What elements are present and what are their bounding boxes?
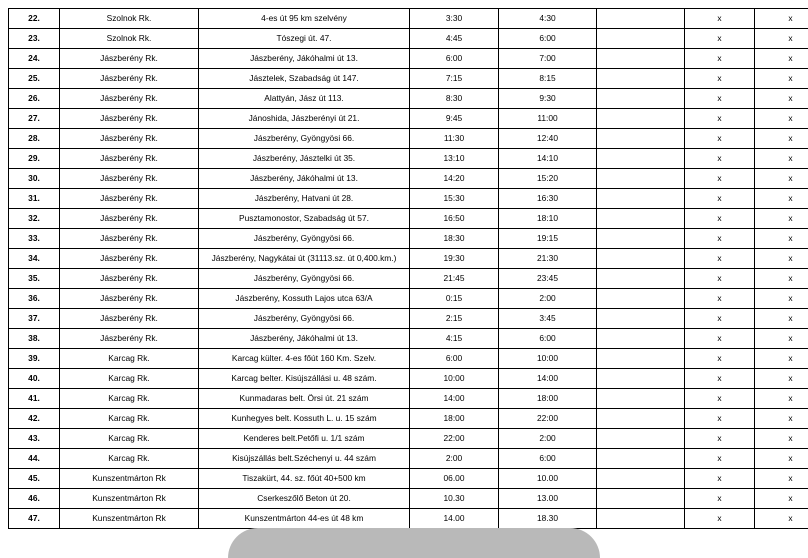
mark-cell: x (755, 489, 808, 509)
empty-cell (597, 249, 685, 269)
office-cell: Jászberény Rk. (60, 249, 199, 269)
row-number: 26. (9, 89, 60, 109)
empty-cell (597, 69, 685, 89)
start-time-cell: 16:50 (410, 209, 499, 229)
mark-cell: x (685, 49, 755, 69)
mark-cell: x (685, 369, 755, 389)
table-body (9, 9, 808, 529)
mark-cell: x (685, 349, 755, 369)
table-row (9, 149, 808, 169)
office-cell: Jászberény Rk. (60, 209, 199, 229)
empty-cell (597, 349, 685, 369)
start-time-cell: 4:15 (410, 329, 499, 349)
row-number: 46. (9, 489, 60, 509)
location-cell: Jásztelek, Szabadság út 147. (199, 69, 410, 89)
office-cell: Jászberény Rk. (60, 89, 199, 109)
empty-cell (597, 229, 685, 249)
mark-cell: x (755, 289, 808, 309)
office-cell: Jászberény Rk. (60, 49, 199, 69)
start-time-cell: 3:30 (410, 9, 499, 29)
mark-cell: x (755, 369, 808, 389)
row-number: 41. (9, 389, 60, 409)
end-time-cell: 6:00 (499, 329, 597, 349)
row-number: 33. (9, 229, 60, 249)
empty-cell (597, 369, 685, 389)
start-time-cell: 06.00 (410, 469, 499, 489)
mark-cell: x (755, 129, 808, 149)
row-number: 39. (9, 349, 60, 369)
mark-cell: x (685, 129, 755, 149)
office-cell: Kunszentmárton Rk (60, 469, 199, 489)
empty-cell (597, 49, 685, 69)
end-time-cell: 14:10 (499, 149, 597, 169)
location-cell: Jászberény, Jákóhalmi út 13. (199, 329, 410, 349)
location-cell: Kunszentmárton 44-es út 48 km (199, 509, 410, 529)
start-time-cell: 18:30 (410, 229, 499, 249)
office-cell: Jászberény Rk. (60, 329, 199, 349)
table-row (9, 469, 808, 489)
mark-cell: x (685, 429, 755, 449)
row-number: 27. (9, 109, 60, 129)
mark-cell: x (685, 29, 755, 49)
end-time-cell: 9:30 (499, 89, 597, 109)
end-time-cell: 3:45 (499, 309, 597, 329)
location-cell: Jászberény, Hatvani út 28. (199, 189, 410, 209)
end-time-cell: 4:30 (499, 9, 597, 29)
office-cell: Karcag Rk. (60, 349, 199, 369)
start-time-cell: 14:00 (410, 389, 499, 409)
empty-cell (597, 209, 685, 229)
end-time-cell: 10.00 (499, 469, 597, 489)
table-row (9, 449, 808, 469)
mark-cell: x (685, 309, 755, 329)
end-time-cell: 6:00 (499, 449, 597, 469)
row-number: 31. (9, 189, 60, 209)
office-cell: Jászberény Rk. (60, 269, 199, 289)
start-time-cell: 2:15 (410, 309, 499, 329)
empty-cell (597, 429, 685, 449)
row-number: 24. (9, 49, 60, 69)
office-cell: Karcag Rk. (60, 409, 199, 429)
table-row (9, 349, 808, 369)
office-cell: Jászberény Rk. (60, 109, 199, 129)
end-time-cell: 18:10 (499, 209, 597, 229)
location-cell: Jászberény, Gyöngyösi 66. (199, 269, 410, 289)
office-cell: Szolnok Rk. (60, 29, 199, 49)
empty-cell (597, 29, 685, 49)
mark-cell: x (685, 449, 755, 469)
empty-cell (597, 309, 685, 329)
location-cell: Kunhegyes belt. Kossuth L. u. 15 szám (199, 409, 410, 429)
start-time-cell: 9:45 (410, 109, 499, 129)
empty-cell (597, 89, 685, 109)
mark-cell: x (755, 89, 808, 109)
office-cell: Kunszentmárton Rk (60, 509, 199, 529)
end-time-cell: 22:00 (499, 409, 597, 429)
location-cell: Karcag belter. Kisújszállási u. 48 szám. (199, 369, 410, 389)
row-number: 38. (9, 329, 60, 349)
end-time-cell: 11:00 (499, 109, 597, 129)
location-cell: Pusztamonostor, Szabadság út 57. (199, 209, 410, 229)
mark-cell: x (755, 329, 808, 349)
mark-cell: x (685, 209, 755, 229)
empty-cell (597, 389, 685, 409)
location-cell: Jászberény, Jákóhalmi út 13. (199, 169, 410, 189)
office-cell: Jászberény Rk. (60, 309, 199, 329)
table-row (9, 409, 808, 429)
mark-cell: x (755, 149, 808, 169)
table-row (9, 49, 808, 69)
mark-cell: x (755, 109, 808, 129)
empty-cell (597, 329, 685, 349)
row-number: 32. (9, 209, 60, 229)
empty-cell (597, 469, 685, 489)
empty-cell (597, 109, 685, 129)
end-time-cell: 19:15 (499, 229, 597, 249)
location-cell: Jászberény, Kossuth Lajos utca 63/A (199, 289, 410, 309)
row-number: 44. (9, 449, 60, 469)
location-cell: Jászberény, Jásztelki út 35. (199, 149, 410, 169)
mark-cell: x (755, 429, 808, 449)
mark-cell: x (755, 509, 808, 529)
mark-cell: x (755, 389, 808, 409)
mark-cell: x (755, 469, 808, 489)
location-cell: Kunmadaras belt. Örsi út. 21 szám (199, 389, 410, 409)
start-time-cell: 21:45 (410, 269, 499, 289)
table-row (9, 9, 808, 29)
table-row (9, 189, 808, 209)
office-cell: Karcag Rk. (60, 389, 199, 409)
row-number: 23. (9, 29, 60, 49)
location-cell: Kisújszállás belt.Széchenyi u. 44 szám (199, 449, 410, 469)
row-number: 28. (9, 129, 60, 149)
end-time-cell: 2:00 (499, 289, 597, 309)
empty-cell (597, 189, 685, 209)
office-cell: Jászberény Rk. (60, 69, 199, 89)
mark-cell: x (755, 229, 808, 249)
office-cell: Kunszentmárton Rk (60, 489, 199, 509)
mark-cell: x (755, 189, 808, 209)
start-time-cell: 19:30 (410, 249, 499, 269)
mark-cell: x (685, 229, 755, 249)
row-number: 36. (9, 289, 60, 309)
empty-cell (597, 169, 685, 189)
empty-cell (597, 489, 685, 509)
mark-cell: x (755, 409, 808, 429)
mark-cell: x (755, 169, 808, 189)
start-time-cell: 10.30 (410, 489, 499, 509)
mark-cell: x (685, 149, 755, 169)
mark-cell: x (685, 329, 755, 349)
row-number: 29. (9, 149, 60, 169)
row-number: 37. (9, 309, 60, 329)
empty-cell (597, 149, 685, 169)
start-time-cell: 4:45 (410, 29, 499, 49)
location-cell: Jánoshida, Jászberényi út 21. (199, 109, 410, 129)
table-row (9, 429, 808, 449)
mark-cell: x (755, 449, 808, 469)
row-number: 45. (9, 469, 60, 489)
mark-cell: x (685, 69, 755, 89)
start-time-cell: 22:00 (410, 429, 499, 449)
row-number: 22. (9, 9, 60, 29)
start-time-cell: 13:10 (410, 149, 499, 169)
start-time-cell: 2:00 (410, 449, 499, 469)
office-cell: Jászberény Rk. (60, 169, 199, 189)
location-cell: Tószegi út. 47. (199, 29, 410, 49)
table-row (9, 389, 808, 409)
end-time-cell: 8:15 (499, 69, 597, 89)
location-cell: Alattyán, Jász út 113. (199, 89, 410, 109)
start-time-cell: 6:00 (410, 349, 499, 369)
empty-cell (597, 269, 685, 289)
table-row (9, 169, 808, 189)
table-row (9, 369, 808, 389)
start-time-cell: 15:30 (410, 189, 499, 209)
table-row (9, 249, 808, 269)
start-time-cell: 10:00 (410, 369, 499, 389)
row-number: 47. (9, 509, 60, 529)
end-time-cell: 15:20 (499, 169, 597, 189)
end-time-cell: 21:30 (499, 249, 597, 269)
empty-cell (597, 129, 685, 149)
table-row (9, 509, 808, 529)
office-cell: Karcag Rk. (60, 429, 199, 449)
empty-cell (597, 9, 685, 29)
mark-cell: x (755, 269, 808, 289)
end-time-cell: 7:00 (499, 49, 597, 69)
office-cell: Szolnok Rk. (60, 9, 199, 29)
row-number: 42. (9, 409, 60, 429)
end-time-cell: 14:00 (499, 369, 597, 389)
table-row (9, 129, 808, 149)
row-number: 40. (9, 369, 60, 389)
office-cell: Jászberény Rk. (60, 189, 199, 209)
start-time-cell: 11:30 (410, 129, 499, 149)
office-cell: Karcag Rk. (60, 449, 199, 469)
location-cell: Kenderes belt.Petőfi u. 1/1 szám (199, 429, 410, 449)
mark-cell: x (685, 109, 755, 129)
mark-cell: x (685, 409, 755, 429)
location-cell: 4-es út 95 km szelvény (199, 9, 410, 29)
location-cell: Jászberény, Jákóhalmi út 13. (199, 49, 410, 69)
mark-cell: x (685, 389, 755, 409)
page-shadow-shape (228, 528, 600, 558)
location-cell: Jászberény, Gyöngyösi 66. (199, 129, 410, 149)
end-time-cell: 13.00 (499, 489, 597, 509)
end-time-cell: 18.30 (499, 509, 597, 529)
table-row (9, 329, 808, 349)
location-cell: Jászberény, Gyöngyösi 66. (199, 229, 410, 249)
mark-cell: x (755, 69, 808, 89)
row-number: 35. (9, 269, 60, 289)
mark-cell: x (685, 189, 755, 209)
start-time-cell: 8:30 (410, 89, 499, 109)
mark-cell: x (685, 489, 755, 509)
table-row (9, 489, 808, 509)
mark-cell: x (755, 29, 808, 49)
row-number: 30. (9, 169, 60, 189)
office-cell: Jászberény Rk. (60, 129, 199, 149)
empty-cell (597, 409, 685, 429)
schedule-table (8, 8, 808, 529)
row-number: 25. (9, 69, 60, 89)
mark-cell: x (685, 289, 755, 309)
empty-cell (597, 509, 685, 529)
empty-cell (597, 289, 685, 309)
end-time-cell: 16:30 (499, 189, 597, 209)
location-cell: Jászberény, Gyöngyösi 66. (199, 309, 410, 329)
start-time-cell: 6:00 (410, 49, 499, 69)
end-time-cell: 6:00 (499, 29, 597, 49)
table-row (9, 289, 808, 309)
end-time-cell: 2:00 (499, 429, 597, 449)
table-row (9, 89, 808, 109)
mark-cell: x (685, 89, 755, 109)
mark-cell: x (755, 309, 808, 329)
mark-cell: x (685, 249, 755, 269)
table-row (9, 69, 808, 89)
row-number: 34. (9, 249, 60, 269)
start-time-cell: 0:15 (410, 289, 499, 309)
table-row (9, 309, 808, 329)
office-cell: Jászberény Rk. (60, 229, 199, 249)
office-cell: Karcag Rk. (60, 369, 199, 389)
table-row (9, 29, 808, 49)
empty-cell (597, 449, 685, 469)
table-row (9, 109, 808, 129)
location-cell: Karcag külter. 4-es főút 160 Km. Szelv. (199, 349, 410, 369)
mark-cell: x (685, 269, 755, 289)
end-time-cell: 23:45 (499, 269, 597, 289)
end-time-cell: 18:00 (499, 389, 597, 409)
mark-cell: x (755, 249, 808, 269)
office-cell: Jászberény Rk. (60, 289, 199, 309)
table-row (9, 269, 808, 289)
mark-cell: x (685, 169, 755, 189)
start-time-cell: 14:20 (410, 169, 499, 189)
mark-cell: x (685, 509, 755, 529)
mark-cell: x (755, 49, 808, 69)
end-time-cell: 10:00 (499, 349, 597, 369)
mark-cell: x (755, 349, 808, 369)
start-time-cell: 14.00 (410, 509, 499, 529)
mark-cell: x (685, 469, 755, 489)
office-cell: Jászberény Rk. (60, 149, 199, 169)
end-time-cell: 12:40 (499, 129, 597, 149)
table-row (9, 209, 808, 229)
mark-cell: x (685, 9, 755, 29)
location-cell: Jászberény, Nagykátai út (31113.sz. út 0,400.km.) (199, 249, 410, 269)
row-number: 43. (9, 429, 60, 449)
start-time-cell: 18:00 (410, 409, 499, 429)
location-cell: Tiszakürt, 44. sz. főút 40+500 km (199, 469, 410, 489)
start-time-cell: 7:15 (410, 69, 499, 89)
table-row (9, 229, 808, 249)
mark-cell: x (755, 9, 808, 29)
mark-cell: x (755, 209, 808, 229)
location-cell: Cserkeszőlő Beton út 20. (199, 489, 410, 509)
